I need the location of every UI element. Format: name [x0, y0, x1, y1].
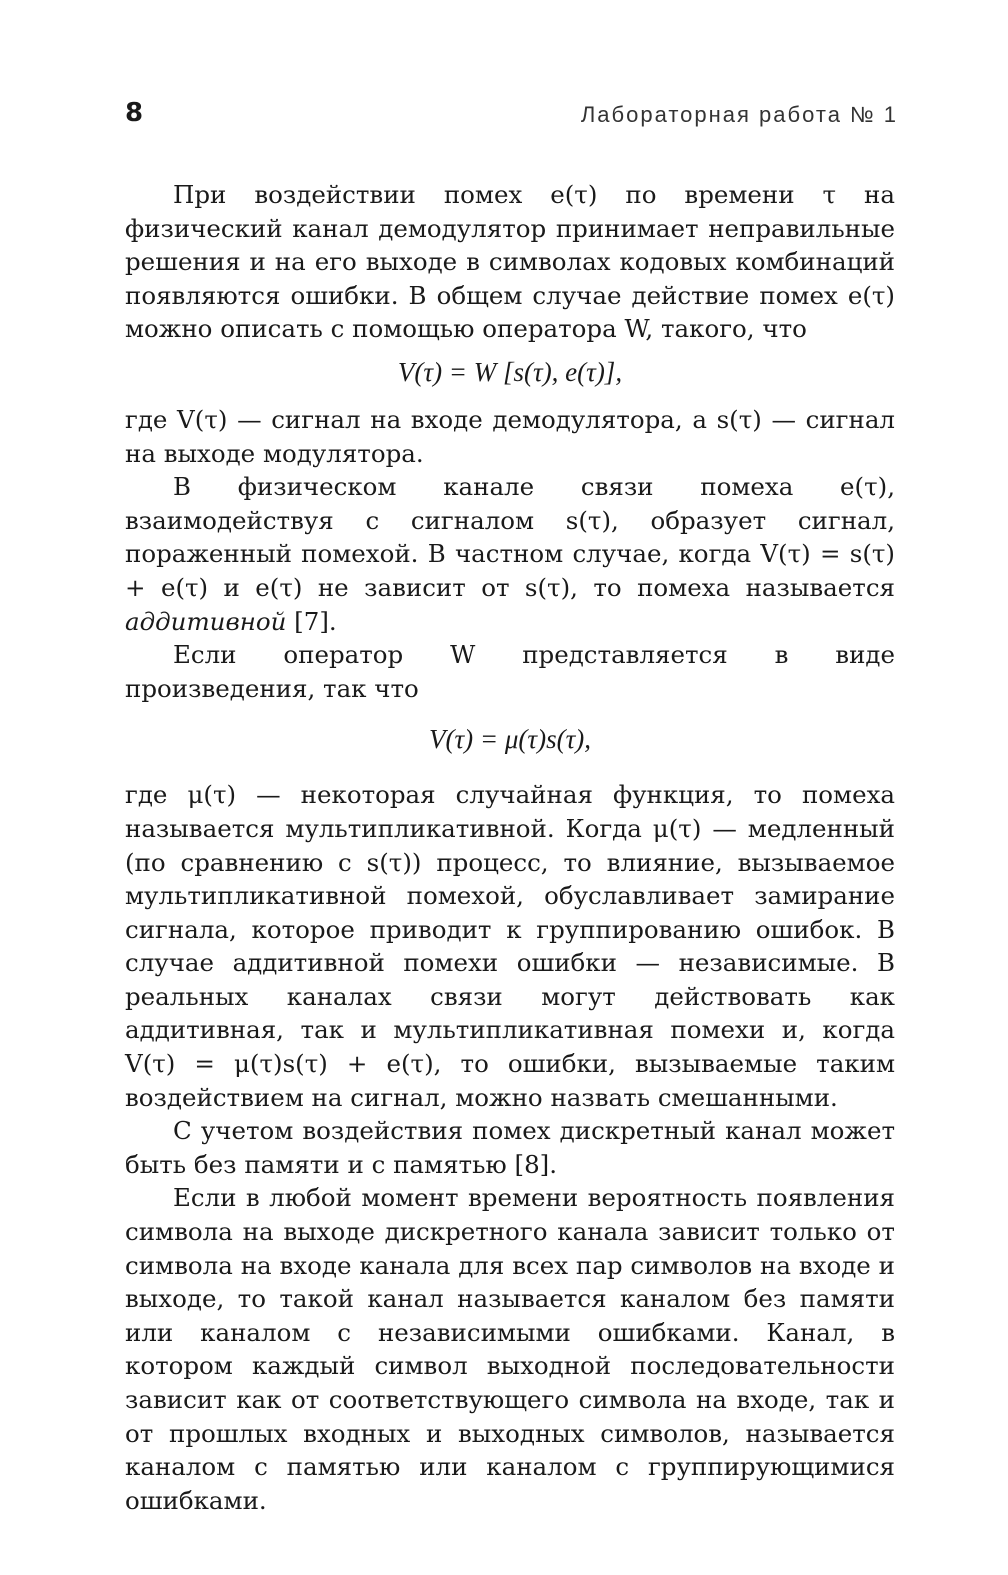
- paragraph-3-citation: [7].: [286, 606, 337, 636]
- paragraph-5: где μ(τ) — некоторая случайная функция, то помеха называется мультипликативной. Когда μ(τ) — медленный (по сравнению с s(τ)) процесс, то влияние, вызываемое мультипликативной помехой, обуславливает замирание сигнала, которое приводит к группированию ошибок. В случае аддитивной помехи ошибки — независимые. В реальных каналах связи могут действовать как аддитивная, так и мультипликативная помехи и, когда V(τ) = μ(τ)s(τ) + e(τ), то ошибки, вызываемые таким воздействием на сигнал, можно назвать смешанными.: [125, 780, 895, 1112]
- term-additive: аддитивной: [125, 606, 287, 636]
- paragraph-6: С учетом воздействия помех дискретный канал может быть без памяти и с памятью [8].: [125, 1116, 895, 1179]
- paragraph-3: [125, 470, 895, 638]
- paragraph-2: где V(τ) — сигнал на входе демодулятора, а s(τ) — сигнал на выходе модулятора.: [125, 404, 895, 468]
- page-header: [125, 98, 898, 132]
- paragraph-3-text: В физическом канале связи помеха e(τ), взаимодействуя с сигналом s(τ), образует сигнал, пораженный помехой. В частном случае, когда V(τ) = s(τ) + e(τ) и e(τ) не зависит от s(τ), то помеха называется: [125, 472, 895, 602]
- body-text: [125, 178, 895, 1517]
- formula-1: V(τ) = W [s(τ), e(τ)],: [397, 356, 623, 387]
- paragraph-7: Если в любой момент времени вероятность появления символа на выходе дискретного канала зависит только от символа на входе канала для всех пар символов на входе и выходе, то такой канал называется каналом без памяти или каналом с независимыми ошибками. Канал, в котором каждый символ выходной последовательности зависит как от соответствующего символа на входе, так и от прошлых входных и выходных символов, называется каналом с памятью или каналом с группирующимися ошибками.: [125, 1183, 895, 1515]
- page-number: 8: [125, 98, 144, 128]
- running-title: Лабораторная работа № 1: [580, 102, 898, 127]
- paragraph-4: Если оператор W представляется в виде произведения, так что: [125, 640, 895, 703]
- formula-2: V(τ) = μ(τ)s(τ),: [429, 724, 591, 755]
- paragraph-1: При воздействии помех e(τ) по времени τ на физический канал демодулятор принимает неправильные решения и на его выходе в символах кодовых комбинаций появляются ошибки. В общем случае действие помех e(τ) можно описать с помощью оператора W, такого, что: [125, 180, 895, 344]
